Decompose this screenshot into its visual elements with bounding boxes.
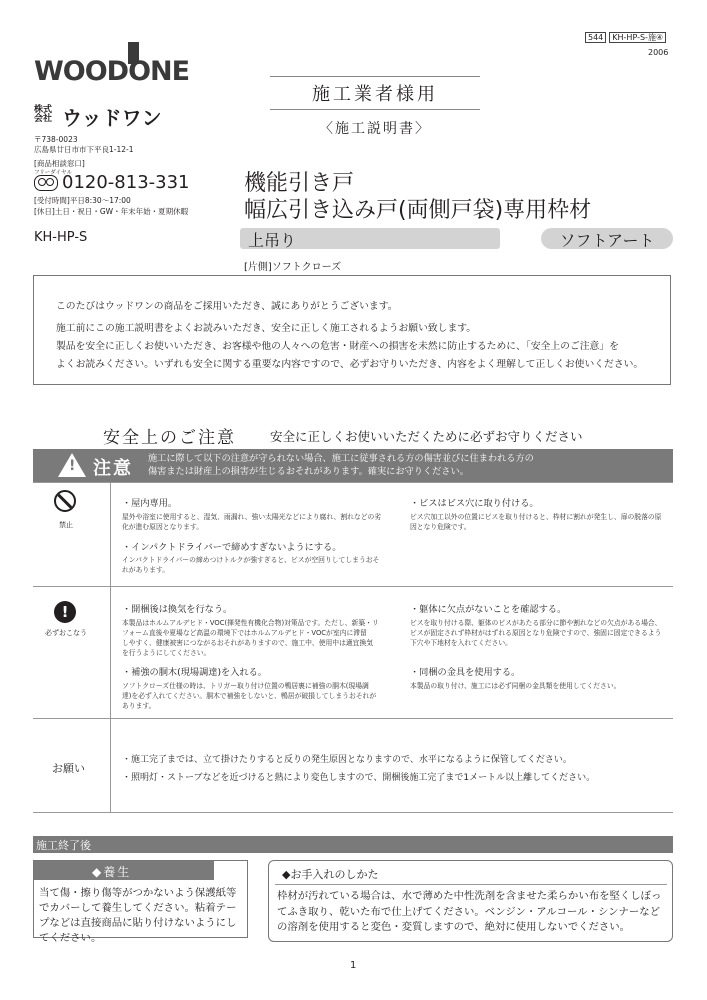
logo-text: WOODONE	[34, 56, 190, 87]
hours-line: [受付時間]平日8:30〜17:00	[34, 196, 131, 205]
item-detail: あります。	[122, 702, 156, 710]
item-heading: ・屋内専用。	[122, 498, 178, 509]
list-item	[410, 601, 672, 648]
page-number: 1	[350, 960, 357, 971]
curing-heading: ◆養生	[92, 865, 132, 879]
document-number	[585, 32, 666, 43]
address-line: 広島県廿日市市下平良1-12-1	[34, 145, 134, 154]
list-item	[122, 539, 397, 575]
item-detail: 因となり危険です。	[410, 523, 471, 531]
doc-year: 2006	[648, 48, 669, 57]
intro-paragraph: 施工前にこの施工説明書をよくお読みいただき、安全に正しく施工されるようお願い致します。	[56, 323, 477, 334]
item-detail: ビスが固定されず枠材がはずれる原因となり危険ですので、強固に固定できるよう	[410, 629, 662, 637]
item-detail: ビス穴加工以外の位置にビスを取り付けると、枠材に割れが発生し、扉の脱落の原	[410, 513, 662, 521]
table-rule	[33, 718, 673, 719]
item-detail: を行うようにしてください。	[122, 649, 211, 657]
item-detail: 本製品はホルムアルデヒド・VOC(揮発性有機化合物)対策品です。ただし、新築・リ	[122, 619, 379, 627]
product-title-line2: 幅広引き込み戸(両側戸袋)専用枠材	[244, 198, 592, 223]
list-item	[122, 664, 397, 711]
warning-icon	[58, 453, 86, 477]
cleaning-text: 枠材が汚れている場合は、水で薄めた中性洗剤を含ませた柔らかい布を堅くしぼってふき取り、乾いた布で仕上げてください。ベンジン・アルコール・シンナーなどの溶剤を使用すると変色・変質しますので、絶対に使用しないでください。	[277, 890, 662, 933]
item-detail: しやすく、健康被害につながるおそれがありますので、施工中、使用中は適宜換気	[122, 639, 374, 647]
consult-label: [商品相談窓口]	[34, 159, 85, 168]
cleaning-heading: ◆お手入れのしかた	[282, 868, 379, 881]
after-construction-bar	[33, 836, 673, 853]
item-detail: れがあります。	[122, 566, 170, 574]
caution-text	[148, 452, 534, 478]
caution-line: 傷害または財産上の損害が生じるおそれがあります。確実にお守りください。	[148, 466, 469, 477]
safety-subtitle: 安全に正しくお使いいただくために必ずお守りください	[270, 429, 583, 444]
item-detail: フォーム直後や夏場など高温の環境下ではホルムアルデヒド・VOCが室内に滞留	[122, 629, 367, 637]
soft-close-note: [片側]ソフトクローズ	[244, 262, 342, 273]
list-item	[122, 495, 397, 532]
hanging-type-badge	[240, 228, 500, 249]
intro-paragraph: よくお読みください。いずれも安全に関する重要な内容ですので、必ずお守りいただき、内容をよく理解して正しくお使いください。	[56, 359, 644, 370]
mandatory-icon: !	[54, 601, 76, 623]
caution-banner	[33, 449, 673, 482]
prohibit-label: 禁止	[59, 521, 73, 529]
item-detail: 下穴や下地材を入れてください。	[410, 639, 512, 647]
safety-title: 安全上のご注意	[103, 428, 236, 448]
cleaning-divider	[275, 884, 667, 885]
style-badge: ソフトアート	[541, 228, 673, 249]
intro-paragraph: 製品を安全に正しくお使いいただき、お客様や他の人々への危害・財産への損害を未然に防止するために、「安全上のご注意」を	[56, 341, 619, 352]
holidays-line: [休日]土日・祝日・GW・年末年始・夏期休暇	[34, 207, 189, 216]
audience-heading: 施工業者様用	[270, 76, 480, 110]
prohibit-icon	[54, 490, 76, 512]
business-hours	[34, 195, 188, 217]
intro-box	[33, 275, 671, 385]
company-address	[34, 135, 134, 155]
item-detail: ビスを取り付ける際、躯体のビスがあたる部分に節や割れなどの欠点がある場合、	[410, 619, 662, 627]
item-heading: ・インパクトドライバーで締めすぎないようにする。	[122, 542, 342, 553]
intro-paragraph: このたびはウッドワンの商品をご採用いただき、誠にありがとうございます。	[56, 301, 398, 312]
item-heading: ・同梱の金具を使用する。	[410, 667, 521, 678]
company-name: ウッドワン	[62, 106, 162, 130]
curing-text: 当て傷・擦り傷等がつかないよう保護紙等でカバーして養生してください。粘着テープなどは直接商品に貼り付けないようにしてください。	[39, 887, 237, 944]
table-rule	[33, 812, 673, 813]
item-heading: ・ビスはビス穴に取り付ける。	[410, 498, 539, 509]
item-detail: ソフトクローズ仕様の時は、トリガー取り付け位置の鴨居裏に補強の胴木(現場調	[122, 682, 369, 690]
request-line: ・施工完了までは、立て掛けたりすると反りの発生原因となりますので、水平になるように保管してください。	[122, 755, 572, 765]
table-rule	[33, 586, 673, 587]
doc-code: KH-HP-S-施④	[609, 32, 666, 43]
list-item	[410, 495, 672, 532]
item-heading: ・補強の胴木(現場調達)を入れる。	[122, 667, 267, 678]
freedial-label: フリーダイヤル	[34, 170, 73, 176]
freedial-icon	[34, 175, 58, 191]
after-construction-title: 施工終了後	[36, 839, 91, 852]
item-heading: ・躯体に欠点がないことを確認する。	[410, 604, 567, 615]
item-detail: 本製品の取り付け、施工には必ず同梱の金具類を使用してください。	[410, 682, 621, 690]
list-item	[410, 664, 672, 691]
table-rule	[33, 482, 673, 483]
item-heading: ・開梱後は換気を行なう。	[122, 604, 233, 615]
item-detail: インパクトドライバーの締めつけトルクが強すぎると、ビスが空回りしてしまうおそ	[122, 556, 380, 564]
item-detail: 屋外や浴室に使用すると、湿気、雨漏れ、強い太陽光などにより腐れ、割れなどの劣	[122, 513, 382, 521]
hanging-type-label: 上吊り	[248, 231, 297, 250]
request-line: ・照明灯・ストーブなどを近づけると熱により変色しますので、開梱後施工完了まで1メートル以上離してください。	[122, 773, 596, 783]
woodone-logo	[34, 42, 194, 87]
table-divider	[110, 482, 111, 812]
request-label: お願い	[52, 762, 85, 775]
postal-code: 〒738-0023	[34, 135, 78, 144]
product-title-line1: 機能引き戸	[244, 171, 355, 196]
curing-heading-bar	[34, 861, 214, 880]
model-code: KH-HP-S	[34, 230, 88, 245]
doc-number: 544	[585, 32, 606, 43]
mandatory-label: 必ずおこなう	[45, 629, 87, 637]
item-detail: 達)を必ず入れてください。胴木で補強をしないと、鴨居が破損してしまうおそれが	[122, 692, 377, 700]
caution-word: 注意	[93, 458, 133, 479]
item-detail: 化が進む原因となります。	[122, 523, 204, 531]
phone-number: 0120-813-331	[62, 172, 190, 193]
manual-type: 〈施工説明書〉	[319, 121, 431, 137]
company-kind: 株式会社	[34, 105, 53, 124]
caution-line: 施工に際して以下の注意が守られない場合、施工に従事される方の傷害並びに住まわれる方の	[148, 453, 534, 464]
list-item	[122, 601, 397, 658]
